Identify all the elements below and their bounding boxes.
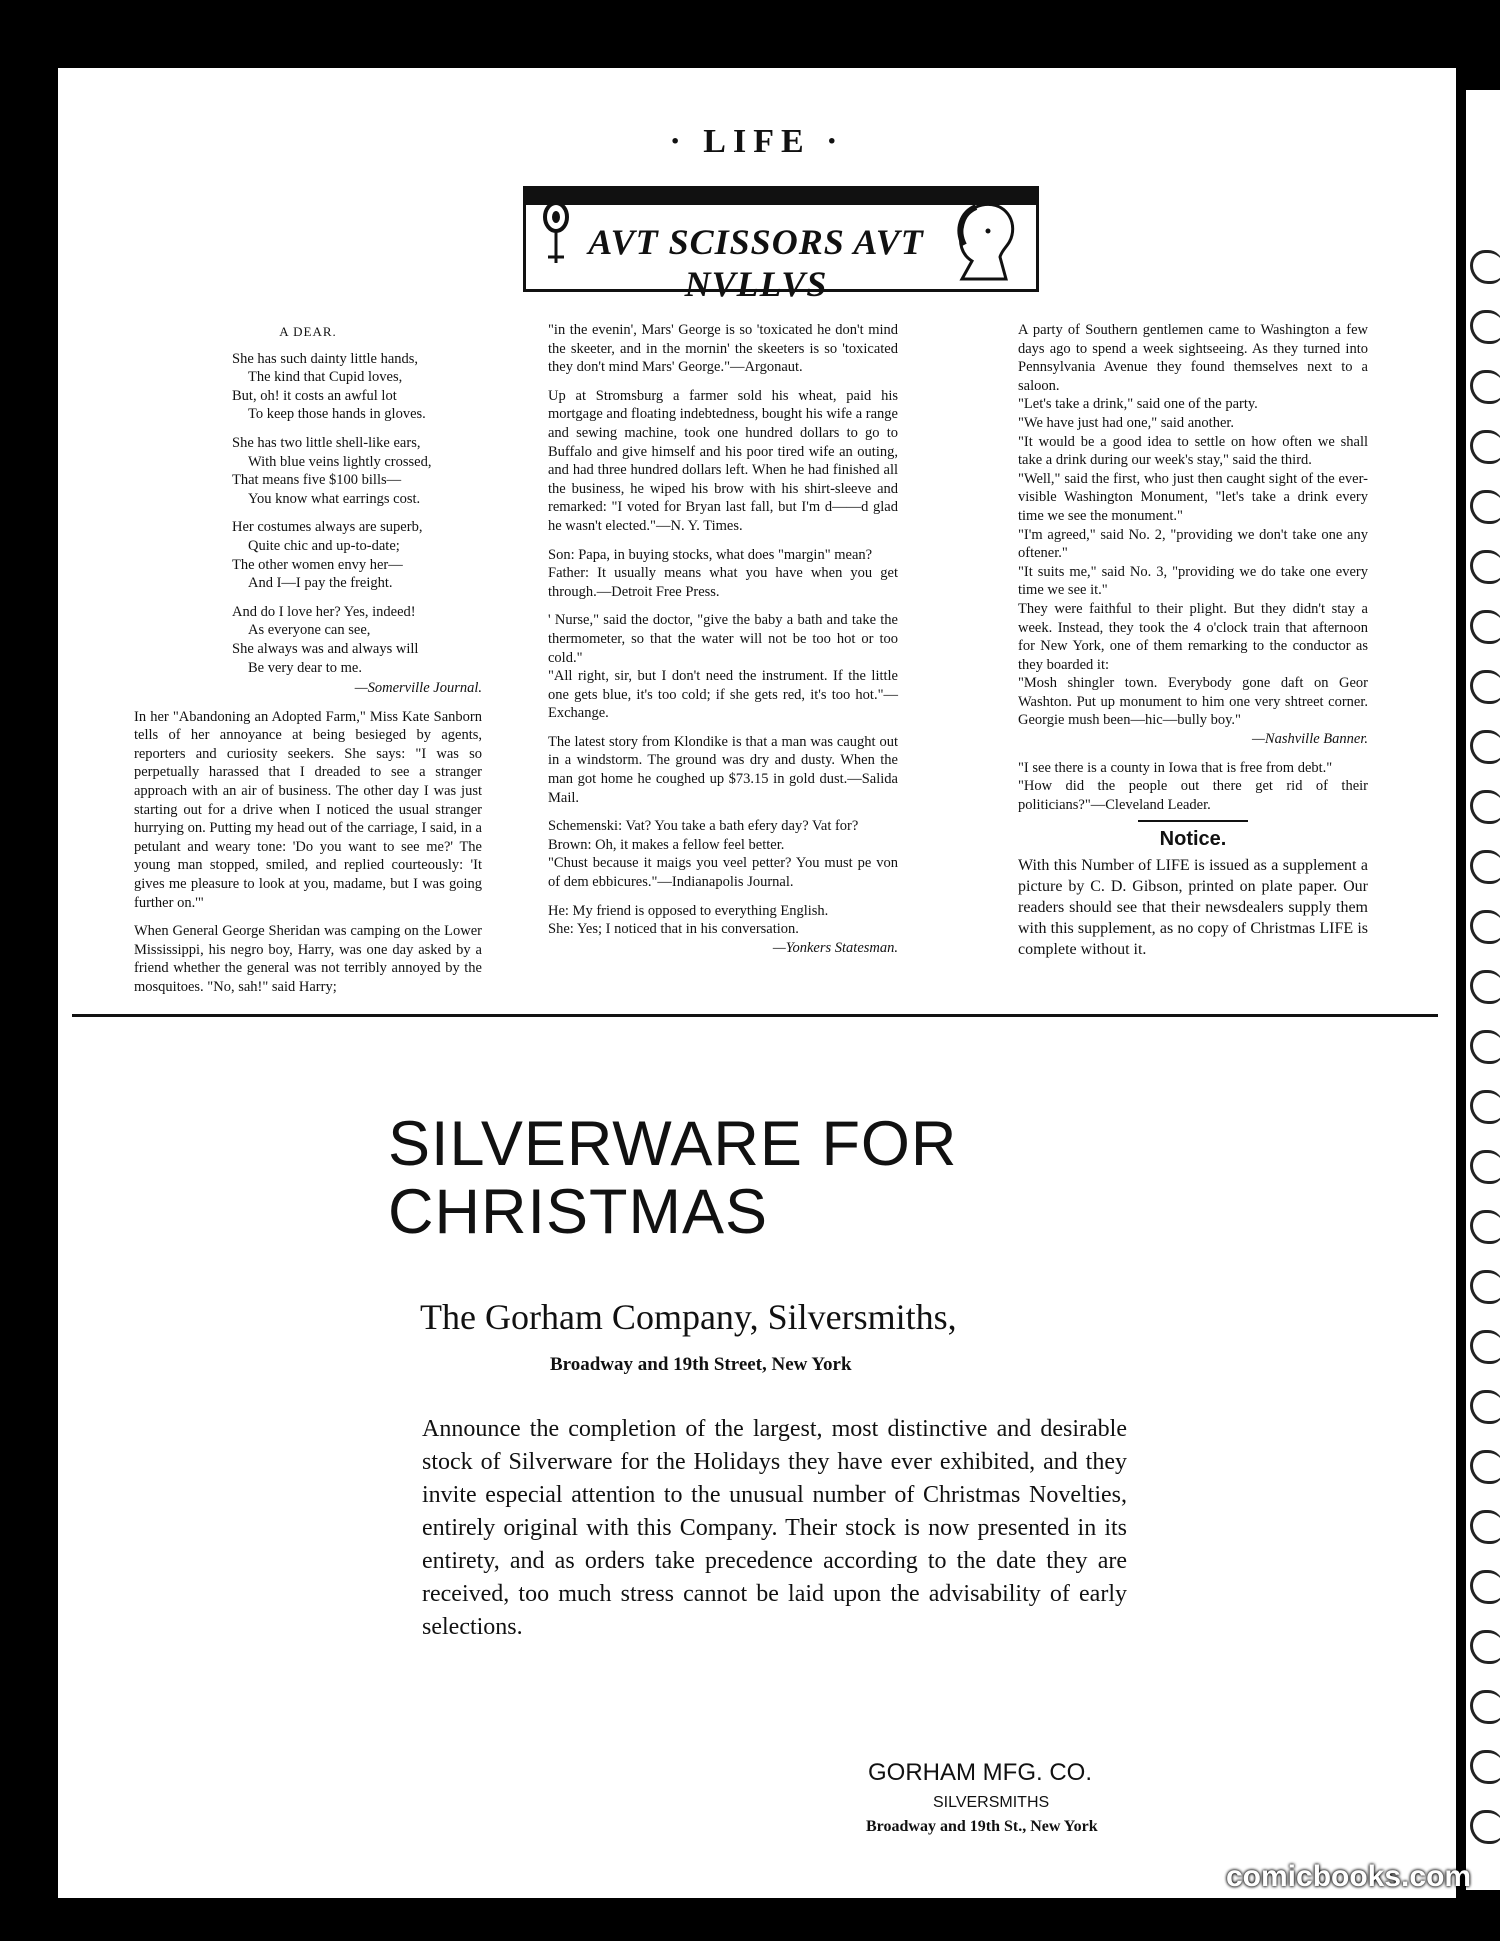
- paragraph: "All right, sir, but I don't need the instrument. If the little one gets blue, it's too cold; if she gets red, it's too hot."—Exchange.: [548, 668, 898, 722]
- ad-headline-line: CHRISTMAS: [388, 1177, 769, 1247]
- paragraph: "How did the people out there get rid of their politicians?"—Cleveland Leader.: [1018, 778, 1368, 813]
- poem-line: She has such dainty little hands,: [232, 350, 419, 367]
- scroll-ornament-icon: [1470, 1390, 1500, 1424]
- scroll-ornament-icon: [1470, 910, 1500, 944]
- poem-line: She has two little shell-like ears,: [232, 434, 421, 451]
- paragraph: They were faithful to their plight. But they didn't stay a week. Instead, they took the 4 o'clock train that afternoon for New York, one of them remarking to the conductor as they boarded it:: [1018, 600, 1368, 673]
- paragraph: "Chust because it maigs you veel petter? You must pe von of dem ebbicures."—Indianapolis Journal.: [548, 855, 898, 891]
- column-1: [134, 321, 482, 1007]
- divider: [1138, 820, 1248, 822]
- scroll-ornament-icon: [1470, 1270, 1500, 1304]
- poem-line: She always was and always will: [232, 640, 419, 657]
- poem-stanza: [134, 350, 482, 424]
- poem-line: But, oh! it costs an awful lot: [232, 387, 397, 404]
- scroll-ornament-icon: [1470, 970, 1500, 1004]
- poem-line: Her costumes always are superb,: [232, 519, 423, 536]
- scroll-ornament-icon: [1470, 1690, 1500, 1724]
- scroll-ornament-icon: [1470, 1810, 1500, 1844]
- poem-line: To keep those hands in gloves.: [248, 406, 426, 423]
- paragraph: "It suits me," said No. 3, "providing we do take one every time we see it.": [1018, 563, 1368, 599]
- poem-source: —Somerville Journal.: [354, 680, 482, 697]
- poem-stanza: [134, 518, 482, 592]
- notice-body: With this Number of LIFE is issued as a supplement a picture by C. D. Gibson, printed on plate paper. Our readers should see that their newsdealers supply them with this supplement, as no copy of Christmas LIFE is complete without it.: [1018, 857, 1368, 959]
- paragraph: "in the evenin', Mars' George is so 'toxicated he don't mind the skeeter, and in the mornin' the skeeters is so 'toxicated they don't mind Mars' George."—Argonaut.: [548, 322, 898, 376]
- scroll-ornament-icon: [1470, 1570, 1500, 1604]
- ad-signature-sub: SILVERSMITHS: [933, 1794, 1050, 1811]
- column-3: [1018, 321, 1368, 960]
- scroll-ornament-icon: [1470, 370, 1500, 404]
- scroll-ornament-icon: [1470, 790, 1500, 824]
- ad-address: Broadway and 19th Street, New York: [550, 1354, 852, 1375]
- ad-signature-name: GORHAM MFG. CO.: [868, 1759, 1092, 1786]
- ad-headline-line: SILVERWARE FOR: [388, 1109, 958, 1179]
- scroll-ornament-icon: [1470, 430, 1500, 464]
- magazine-page: [58, 68, 1456, 1898]
- paragraph: Father: It usually means what you have when you get through.—Detroit Free Press.: [548, 565, 898, 600]
- poem-line: With blue veins lightly crossed,: [248, 453, 432, 470]
- paragraph: Schemenski: Vat? You take a bath efery day? Vat for?: [548, 818, 859, 835]
- ornament-icon: [540, 197, 572, 267]
- paragraph: "Well," said the first, who just then caught sight of the ever-visible Washington Monument, "let's take a drink every time we see the monument.": [1018, 470, 1368, 524]
- ad-signature-address: Broadway and 19th St., New York: [866, 1818, 1098, 1835]
- paragraph: She: Yes; I noticed that in his conversation.: [548, 921, 799, 938]
- poem-line: Quite chic and up-to-date;: [248, 537, 400, 554]
- scroll-ornament-icon: [1470, 1450, 1500, 1484]
- paragraph: Son: Papa, in buying stocks, what does "margin" mean?: [548, 546, 873, 563]
- quote-source: —Yonkers Statesman.: [772, 939, 898, 956]
- paragraph: A party of Southern gentlemen came to Washington a few days ago to spend a week sightseeing. As they turned into Pennsylvania Avenue they found themselves next to a saloon.: [1018, 322, 1368, 394]
- section-divider: [72, 1014, 1438, 1017]
- scroll-ornament-icon: [1470, 1630, 1500, 1664]
- scroll-ornament-icon: [1470, 550, 1500, 584]
- paragraph: "Mosh shingler town. Everybody gone daft on Geor Washton. Put up monument to him one very shtreet corner. Georgie mush been—hic—bully boy.": [1018, 675, 1368, 729]
- paragraph: Up at Stromsburg a farmer sold his wheat, paid his mortgage and floating indebtedness, bought his wife a range and sewing machine, took one hundred dollars to go to Buffalo and give himself and his poor tired wife an outing, and had three hundred dollars left. When he had finished all the business, he wiped his brow with his shirt-sleeve and remarked: "I voted for Bryan last fall, but I'm d——d glad he wasn't elected."—N. Y. Times.: [548, 387, 898, 534]
- paragraph: The latest story from Klondike is that a man was caught out in a windstorm. The ground was dry and dusty. When the man got home he coughed up $73.15 in gold dust.—Salida Mail.: [548, 733, 898, 806]
- scroll-ornament-icon: [1470, 1750, 1500, 1784]
- paragraph: "I see there is a county in Iowa that is free from debt.": [1018, 759, 1333, 776]
- poem-line: And do I love her? Yes, indeed!: [232, 603, 416, 620]
- scroll-ornament-icon: [1470, 1210, 1500, 1244]
- scroll-ornament-icon: [1470, 490, 1500, 524]
- paragraph: ' Nurse," said the doctor, "give the baby a bath and take the thermometer, so that the water will not be too hot or too cold.": [548, 612, 898, 666]
- masthead-title: · LIFE ·: [669, 123, 845, 160]
- paragraph: When General George Sheridan was camping on the Lower Mississippi, his negro boy, Harry, was one day asked by a friend whether the general was not terribly annoyed by the mosquitoes. "No, sah!" said Harry;: [134, 923, 482, 995]
- ad-headline: [388, 1110, 957, 1246]
- scroll-ornament-icon: [1470, 1330, 1500, 1364]
- paragraph: Brown: Oh, it makes a fellow feel better.: [548, 836, 785, 853]
- poem-line: Be very dear to me.: [248, 659, 362, 676]
- paragraph: "We have just had one," said another.: [1018, 414, 1235, 431]
- poem-stanza: [134, 603, 482, 677]
- scroll-ornament-icon: [1470, 670, 1500, 704]
- scroll-ornament-icon: [1470, 730, 1500, 764]
- scroll-ornament-icon: [1470, 610, 1500, 644]
- banner-text: AVT SCISSORS AVT NVLLVS: [588, 222, 924, 304]
- scroll-ornament-icon: [1470, 1150, 1500, 1184]
- poem-title: A DEAR.: [279, 324, 337, 339]
- column-banner: [523, 186, 1039, 304]
- woman-profile-icon: [942, 199, 1022, 283]
- paragraph: He: My friend is opposed to everything English.: [548, 902, 829, 919]
- poem-line: The other women envy her—: [232, 556, 403, 573]
- scroll-ornament-icon: [1470, 1030, 1500, 1064]
- quote-source: —Nashville Banner.: [1252, 731, 1368, 748]
- poem-line: As everyone can see,: [248, 622, 371, 639]
- poem-stanza: [134, 434, 482, 508]
- site-watermark: comicbooks.com: [1226, 1860, 1472, 1893]
- scroll-ornament-icon: [1470, 1090, 1500, 1124]
- scroll-ornament-icon: [1470, 310, 1500, 344]
- paragraph: "I'm agreed," said No. 2, "providing we don't take one any oftener.": [1018, 526, 1368, 562]
- poem-line: You know what earrings cost.: [248, 490, 421, 507]
- column-2: [548, 321, 898, 967]
- paragraph: In her "Abandoning an Adopted Farm," Miss Kate Sanborn tells of her annoyance at being besieged by agents, reporters and curiosity seekers. She says: "I was so perpetually harassed that I dreaded to see a stranger approach with an air of business. The other day I was just starting out for a drive when I noticed the usual stranger hurrying on. Putting my head out of the carriage, I said, in a petulant and weary tone: 'Do you want to see me?' The young man stopped, smiled, and replied courteously: 'It gives me pleasure to look at you, madame, but I was going further on.'": [134, 708, 482, 911]
- poem-line: And I—I pay the freight.: [248, 575, 393, 592]
- paragraph: "Let's take a drink," said one of the party.: [1018, 396, 1258, 413]
- scroll-ornament-icon: [1470, 1510, 1500, 1544]
- scroll-ornament-icon: [1470, 250, 1500, 284]
- ad-body: Announce the completion of the largest, most distinctive and desirable stock of Silverware for the Holidays they have ever exhibited, and they invite especial attention to the unusual number of Christmas Novelties, entirely original with this Company. Their stock is now presented in its entirety, and as orders take precedence according to the date they are received, too much stress cannot be laid upon the advisability of early selections.: [422, 1416, 1127, 1640]
- ad-company: The Gorham Company, Silversmiths,: [420, 1297, 957, 1337]
- poem-line: The kind that Cupid loves,: [248, 369, 403, 386]
- notice-title: Notice.: [1159, 828, 1227, 851]
- adjacent-page-border: [1466, 90, 1500, 1890]
- poem-line: That means five $100 bills—: [232, 472, 402, 489]
- scroll-ornament-icon: [1470, 850, 1500, 884]
- paragraph: "It would be a good idea to settle on how often we shall take a drink during our week's stay," said the third.: [1018, 433, 1368, 469]
